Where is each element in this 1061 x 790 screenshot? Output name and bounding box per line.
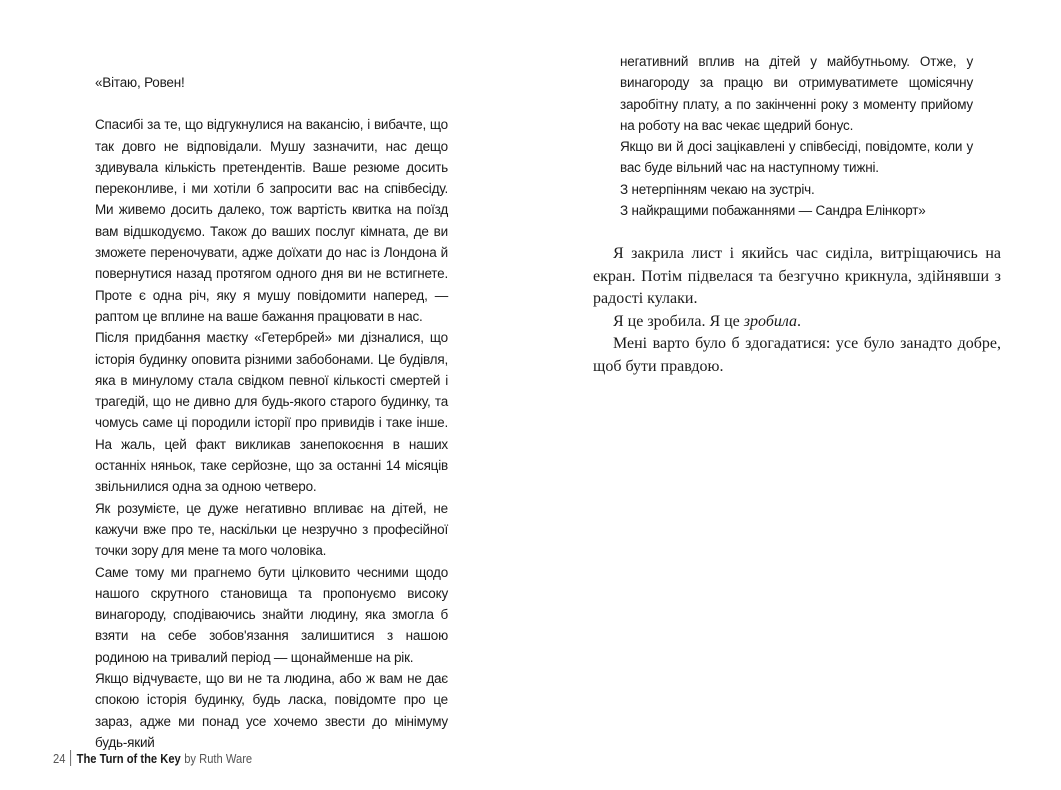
narrative-paragraph: Мені варто було б здогадатися: усе було занадто добре, щоб бути правдою. bbox=[593, 335, 1001, 375]
letter-paragraph: Саме тому ми прагнемо бути цілковито чесними щодо нашого скрутного становища та пропонуємо високу винагороду, сподіваючись знайти людину, яка змогла б взяти на себе зобов'язання залишитися з нашою родиною на тривалий період — щонайменше на рік. bbox=[95, 564, 448, 665]
narrative-paragraph: Я закрила лист і якийсь час сиділа, витріщаючись на екран. Потім підвелася та безгучно крикнула, здійнявши з радості кулаки. bbox=[593, 245, 1001, 307]
letter-body-left bbox=[95, 72, 448, 753]
book-title: The Turn of the Key bbox=[76, 750, 181, 766]
page-number: 24 bbox=[53, 750, 66, 766]
letter-greeting: «Вітаю, Ровен! bbox=[95, 75, 185, 90]
narrative-text-span: . bbox=[797, 312, 802, 330]
book-author: by Ruth Ware bbox=[184, 750, 253, 766]
letter-closing: З нетерпінням чекаю на зустріч. bbox=[620, 181, 815, 197]
narrative-paragraph bbox=[593, 311, 1001, 334]
right-page bbox=[530, 0, 1061, 790]
emphasis-text: зробила bbox=[743, 312, 798, 330]
letter-paragraph: Спасибі за те, що відгукнулися на вакансію, і вибачте, що так довго не відповідали. Мушу зазначити, нас дещо здивувала кількість претендентів. Ваше резюме досить переконливе, і ми хотіли б запросити вас на співбесіду. Ми живемо досить далеко, тож вартість квитка на поїзд вам відшкодуємо. Також до ваших послуг кімната, де ви зможете переночувати, адже доїхати до нас із Лондона й повернутися назад протягом одного дня ви не встигнете. Проте є одна річ, яку я мушу повідомити наперед, — раптом це вплине на ваше бажання працювати в нас. bbox=[95, 117, 448, 324]
letter-signature: З найкращими побажаннями — Сандра Елінкорт» bbox=[620, 203, 926, 219]
letter-paragraph: Після придбання маєтку «Гетербрей» ми дізналися, що історія будинку оповита різними забобонами. Це будівля, яка в минулому стала свідком певної кількості смертей і трагедій, що не дивно для будь-якого старого будинку, та чомусь саме ці породили історії про привидів і таке інше. На жаль, цей факт викликав занепокоєння в наших останніх няньок, таке серйозне, що за останні 14 місяців звільнилися одна за одною четверо. bbox=[95, 330, 448, 495]
letter-paragraph: Якщо ви й досі зацікавлені у співбесіді, повідомте, коли у вас буде вільний час на наступному тижні. bbox=[620, 139, 973, 176]
letter-paragraph: Як розумієте, це дуже негативно впливає на дітей, не кажучи вже про те, наскільки це незручно з професійної точки зору для мене та мого чоловіка. bbox=[95, 500, 448, 559]
letter-paragraph: Якщо відчуваєте, що ви не та людина, або ж вам не дає спокою історія будинку, будь ласка, повідомте про це зараз, адже ми понад усе хочемо звести до мінімуму будь-який bbox=[95, 671, 448, 750]
left-page bbox=[0, 0, 530, 790]
footer-divider bbox=[71, 750, 72, 766]
letter-body-right bbox=[620, 51, 973, 221]
narrative-text bbox=[593, 243, 1001, 378]
narrative-text-span: Я це зробила. Я це bbox=[613, 312, 744, 330]
page-footer bbox=[53, 750, 252, 766]
letter-paragraph: негативний вплив на дітей у майбутньому. Отже, у винагороду за працю ви отримуватимете щомісячну заробітну плату, а по закінченні року з моменту прийому на роботу на вас чекає щедрий бонус. bbox=[620, 54, 973, 133]
